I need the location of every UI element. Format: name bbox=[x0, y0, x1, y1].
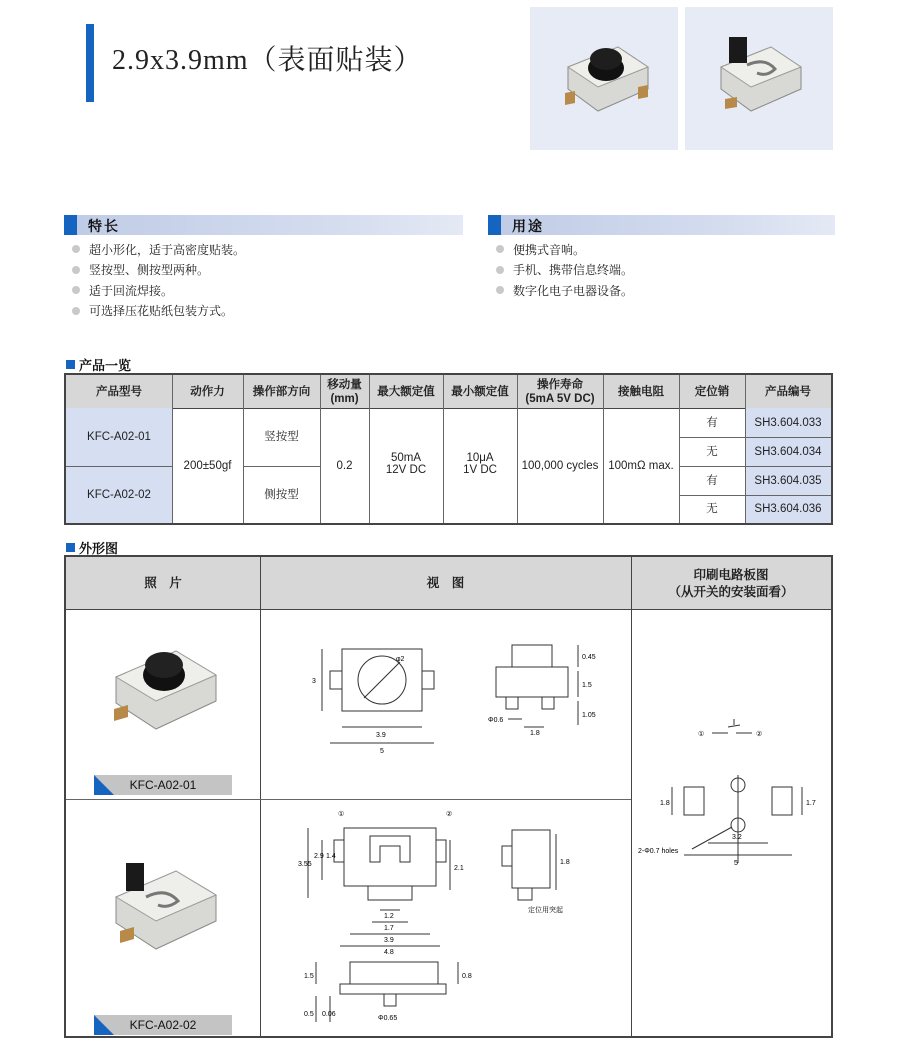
list-item: 可选择压花贴纸包装方式。 bbox=[72, 301, 245, 322]
pin-cell: 无 bbox=[706, 503, 718, 515]
photo-kfc-a02-01 bbox=[102, 637, 232, 737]
list-item: 适于回流焊接。 bbox=[72, 280, 245, 301]
list-item: 便携式音响。 bbox=[496, 239, 633, 260]
features-list bbox=[72, 239, 245, 321]
product-list-heading: 产品一览 bbox=[66, 355, 131, 374]
col-model: 产品型号 bbox=[96, 385, 142, 398]
product-table bbox=[64, 373, 833, 525]
col-photo: 照 片 bbox=[144, 576, 182, 590]
list-item: 手机、携带信息终端。 bbox=[496, 260, 633, 281]
pin-cell: 有 bbox=[706, 474, 718, 487]
travel-cell: 0.2 bbox=[336, 459, 353, 472]
svg-text:Φ0.65: Φ0.65 bbox=[378, 1015, 398, 1022]
title-accent-bar bbox=[86, 24, 94, 102]
svg-text:Φ0.6: Φ0.6 bbox=[488, 717, 504, 724]
pin-cell: 有 bbox=[706, 416, 718, 429]
svg-text:1.2: 1.2 bbox=[384, 913, 394, 920]
svg-text:1.5: 1.5 bbox=[304, 973, 314, 980]
col-min-rating: 最小额定值 bbox=[451, 385, 509, 398]
features-header: 特长 bbox=[64, 215, 463, 235]
code-cell: SH3.604.034 bbox=[745, 437, 831, 466]
svg-text:0.8: 0.8 bbox=[462, 973, 472, 980]
code-cell: SH3.604.036 bbox=[745, 495, 831, 523]
list-item: 数字化电子电器设备。 bbox=[496, 280, 633, 301]
model-cell: KFC-A02-01 bbox=[66, 408, 172, 466]
force-cell: 200±50gf bbox=[183, 459, 232, 472]
svg-text:0.5: 0.5 bbox=[304, 1011, 314, 1018]
pcb-layout-drawing bbox=[632, 657, 830, 877]
outline-table bbox=[64, 555, 833, 1038]
col-force: 动作力 bbox=[190, 385, 225, 398]
model-label-2: KFC-A02-02 bbox=[94, 1015, 232, 1035]
col-life-cond: (5mA 5V DC) bbox=[525, 392, 595, 405]
direction-cell: 侧按型 bbox=[264, 488, 299, 501]
applications-list bbox=[496, 239, 633, 301]
product-photo-side bbox=[685, 7, 833, 150]
svg-text:1.8: 1.8 bbox=[560, 859, 570, 866]
photo-kfc-a02-02 bbox=[102, 857, 232, 957]
col-pin: 定位销 bbox=[694, 385, 730, 398]
list-item: 竖按型、侧按型两种。 bbox=[72, 260, 245, 281]
contact-resistance-cell: 100mΩ max. bbox=[608, 459, 674, 472]
direction-cell: 竖按型 bbox=[264, 431, 299, 443]
svg-text:3.9: 3.9 bbox=[384, 937, 394, 944]
svg-text:定位用突起: 定位用突起 bbox=[528, 907, 563, 914]
svg-text:②: ② bbox=[756, 731, 763, 738]
svg-text:φ2: φ2 bbox=[396, 656, 405, 663]
view-drawing-1 bbox=[260, 609, 631, 799]
col-contact-resistance: 接触电阻 bbox=[618, 385, 664, 398]
min-rating-voltage: 1V DC bbox=[463, 463, 497, 476]
svg-text:1.5: 1.5 bbox=[582, 682, 592, 689]
outline-heading: 外形图 bbox=[66, 538, 118, 557]
min-rating-current: 10μA bbox=[466, 451, 494, 464]
svg-text:①: ① bbox=[698, 731, 705, 738]
svg-text:1.4: 1.4 bbox=[326, 853, 336, 860]
svg-text:2.1: 2.1 bbox=[454, 865, 464, 872]
applications-header: 用途 bbox=[488, 215, 835, 235]
svg-text:1.05: 1.05 bbox=[582, 712, 596, 719]
col-life: 操作寿命 bbox=[537, 378, 583, 391]
svg-text:0.06: 0.06 bbox=[322, 1011, 336, 1018]
life-cell: 100,000 cycles bbox=[521, 459, 599, 472]
svg-text:2.9: 2.9 bbox=[314, 853, 324, 860]
code-cell: SH3.604.033 bbox=[745, 408, 831, 437]
col-travel-unit: (mm) bbox=[330, 392, 359, 405]
svg-text:1.8: 1.8 bbox=[530, 730, 540, 737]
max-rating-current: 50mA bbox=[390, 451, 422, 464]
col-max-rating: 最大额定值 bbox=[377, 385, 435, 398]
svg-text:4.8: 4.8 bbox=[384, 949, 394, 956]
svg-text:②: ② bbox=[446, 811, 453, 818]
svg-text:3.2: 3.2 bbox=[732, 834, 742, 841]
product-photo-vertical bbox=[530, 7, 678, 150]
view-drawing-2 bbox=[260, 800, 631, 1036]
svg-text:2-Φ0.7 holes: 2-Φ0.7 holes bbox=[638, 848, 679, 855]
svg-text:1.7: 1.7 bbox=[806, 800, 816, 807]
code-cell: SH3.604.035 bbox=[745, 466, 831, 495]
col-pcb-sub: （从开关的安装面看） bbox=[668, 585, 794, 599]
max-rating-voltage: 12V DC bbox=[385, 463, 427, 476]
svg-text:3.55: 3.55 bbox=[298, 861, 312, 868]
col-view: 视 图 bbox=[426, 576, 465, 590]
svg-text:5: 5 bbox=[380, 748, 384, 755]
list-item: 超小形化，适于高密度贴装。 bbox=[72, 239, 245, 260]
svg-text:0.45: 0.45 bbox=[582, 654, 596, 661]
svg-text:1.7: 1.7 bbox=[384, 925, 394, 932]
page-title: 2.9x3.9mm（表面贴装） bbox=[112, 45, 423, 76]
svg-text:5: 5 bbox=[734, 860, 738, 867]
pin-cell: 无 bbox=[706, 445, 718, 458]
col-pcb: 印刷电路板图 bbox=[693, 568, 769, 582]
svg-text:3: 3 bbox=[312, 678, 316, 685]
svg-text:①: ① bbox=[338, 811, 345, 818]
col-code: 产品编号 bbox=[765, 385, 811, 398]
svg-text:3.9: 3.9 bbox=[376, 732, 386, 739]
model-label-1: KFC-A02-01 bbox=[94, 775, 232, 795]
col-direction: 操作部方向 bbox=[252, 385, 311, 398]
col-travel: 移动量 bbox=[327, 378, 362, 391]
svg-text:1.8: 1.8 bbox=[660, 800, 670, 807]
model-cell: KFC-A02-02 bbox=[66, 466, 172, 523]
